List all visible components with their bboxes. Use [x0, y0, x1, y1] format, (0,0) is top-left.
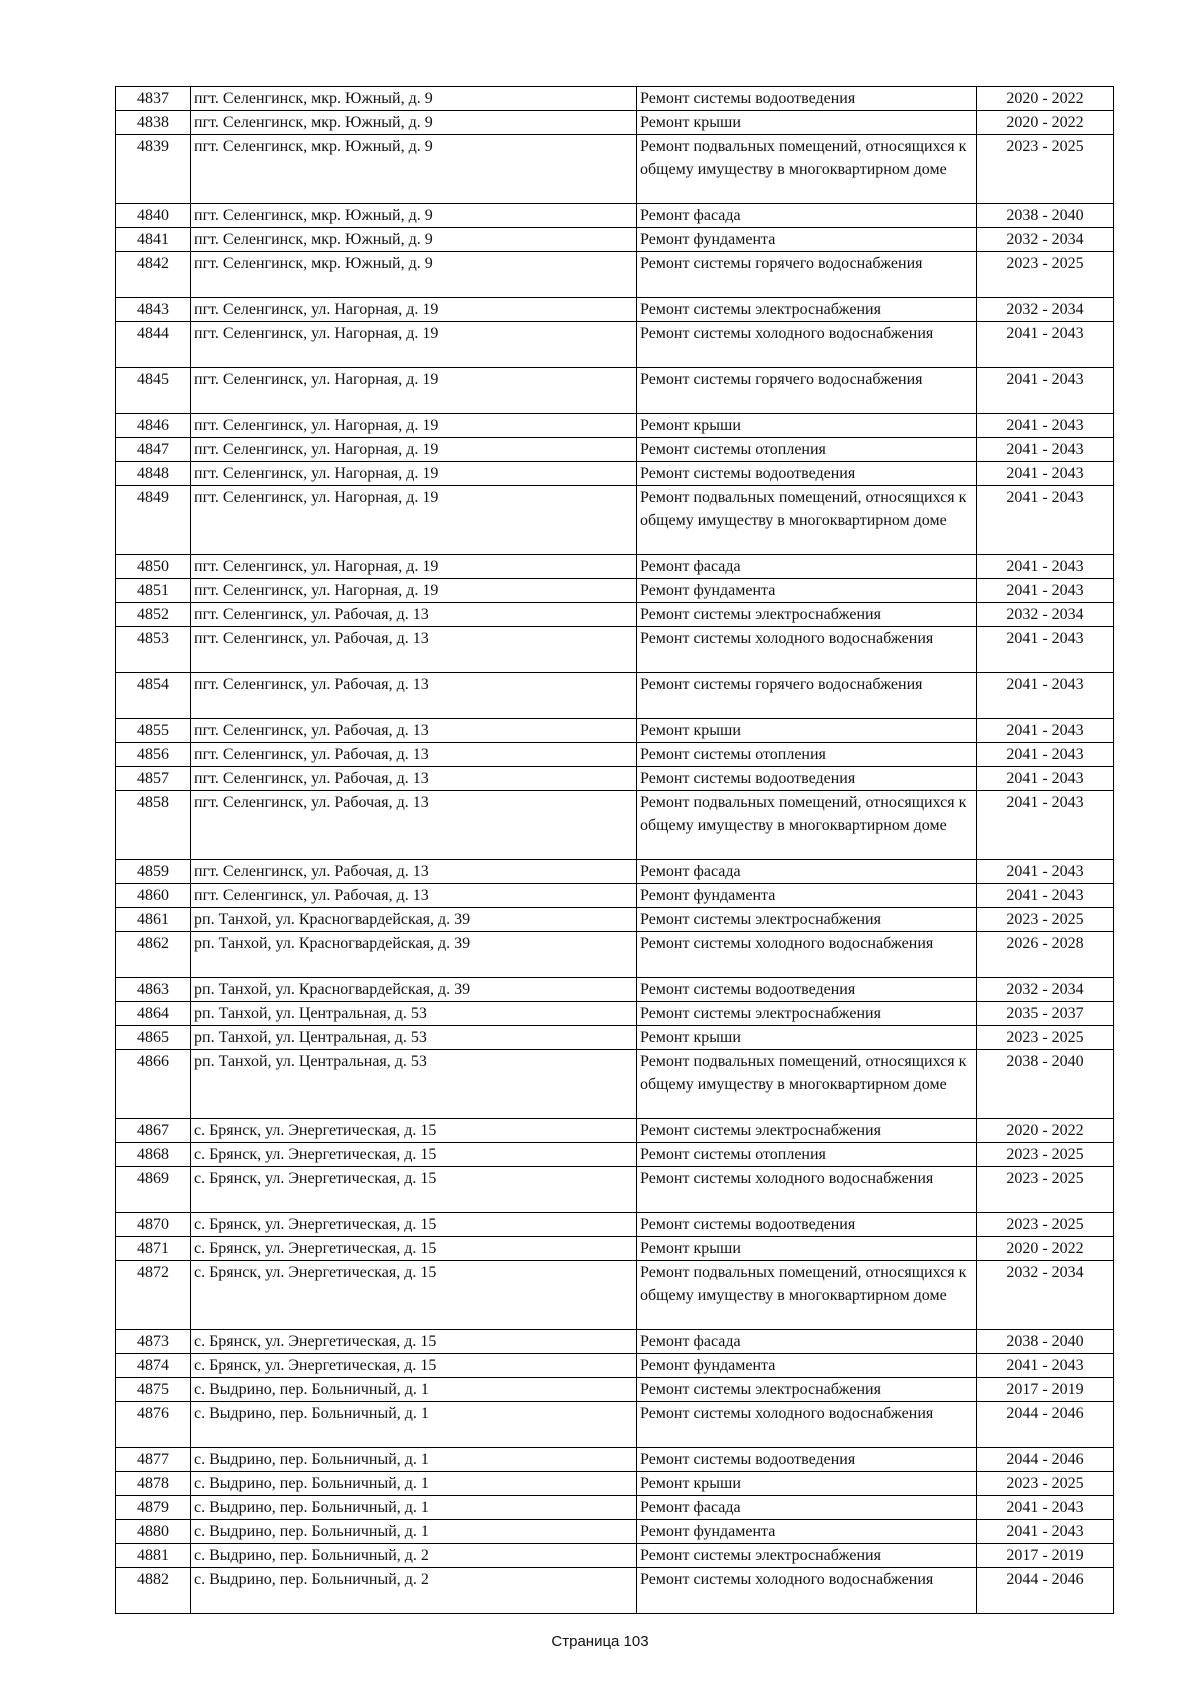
work-type-cell: Ремонт системы горячего водоснабжения	[637, 368, 977, 414]
address-cell: пгт. Селенгинск, ул. Рабочая, д. 13	[191, 627, 637, 673]
years-cell: 2041 - 2043	[977, 486, 1114, 555]
table-row	[116, 860, 1114, 884]
table-row	[116, 1330, 1114, 1354]
years-cell: 2032 - 2034	[977, 298, 1114, 322]
years-cell: 2041 - 2043	[977, 1520, 1114, 1544]
address-cell: пгт. Селенгинск, мкр. Южный, д. 9	[191, 135, 637, 204]
table-row	[116, 1237, 1114, 1261]
work-type-cell: Ремонт системы горячего водоснабжения	[637, 252, 977, 298]
row-number-cell: 4873	[116, 1330, 191, 1354]
years-cell: 2041 - 2043	[977, 767, 1114, 791]
years-cell: 2041 - 2043	[977, 414, 1114, 438]
row-number-cell: 4841	[116, 228, 191, 252]
work-type-cell: Ремонт подвальных помещений, относящихся к общему имуществу в многоквартирном доме	[637, 791, 977, 860]
years-cell: 2023 - 2025	[977, 252, 1114, 298]
table-row	[116, 1568, 1114, 1614]
row-number-cell: 4839	[116, 135, 191, 204]
address-cell: с. Выдрино, пер. Больничный, д. 1	[191, 1496, 637, 1520]
address-cell: рп. Танхой, ул. Красногвардейская, д. 39	[191, 908, 637, 932]
work-type-cell: Ремонт фасада	[637, 860, 977, 884]
work-type-cell: Ремонт системы водоотведения	[637, 1448, 977, 1472]
address-cell: с. Выдрино, пер. Больничный, д. 1	[191, 1448, 637, 1472]
table-row	[116, 368, 1114, 414]
row-number-cell: 4871	[116, 1237, 191, 1261]
years-cell: 2041 - 2043	[977, 462, 1114, 486]
years-cell: 2041 - 2043	[977, 627, 1114, 673]
work-type-cell: Ремонт фасада	[637, 555, 977, 579]
years-cell: 2041 - 2043	[977, 719, 1114, 743]
table-row	[116, 673, 1114, 719]
row-number-cell: 4875	[116, 1378, 191, 1402]
row-number-cell: 4881	[116, 1544, 191, 1568]
address-cell: пгт. Селенгинск, ул. Нагорная, д. 19	[191, 438, 637, 462]
table-row	[116, 627, 1114, 673]
years-cell: 2041 - 2043	[977, 673, 1114, 719]
row-number-cell: 4872	[116, 1261, 191, 1330]
years-cell: 2023 - 2025	[977, 135, 1114, 204]
years-cell: 2032 - 2034	[977, 228, 1114, 252]
years-cell: 2023 - 2025	[977, 1167, 1114, 1213]
work-type-cell: Ремонт системы электроснабжения	[637, 908, 977, 932]
work-type-cell: Ремонт системы водоотведения	[637, 462, 977, 486]
years-cell: 2041 - 2043	[977, 743, 1114, 767]
address-cell: пгт. Селенгинск, ул. Нагорная, д. 19	[191, 322, 637, 368]
address-cell: с. Брянск, ул. Энергетическая, д. 15	[191, 1330, 637, 1354]
table-row	[116, 603, 1114, 627]
row-number-cell: 4846	[116, 414, 191, 438]
table-row	[116, 298, 1114, 322]
table-row	[116, 486, 1114, 555]
years-cell: 2020 - 2022	[977, 1119, 1114, 1143]
repair-schedule-table-container	[115, 86, 1113, 1614]
row-number-cell: 4860	[116, 884, 191, 908]
years-cell: 2041 - 2043	[977, 579, 1114, 603]
years-cell: 2038 - 2040	[977, 1330, 1114, 1354]
address-cell: пгт. Селенгинск, ул. Рабочая, д. 13	[191, 603, 637, 627]
address-cell: с. Брянск, ул. Энергетическая, д. 15	[191, 1261, 637, 1330]
row-number-cell: 4864	[116, 1002, 191, 1026]
row-number-cell: 4859	[116, 860, 191, 884]
address-cell: с. Выдрино, пер. Больничный, д. 1	[191, 1520, 637, 1544]
work-type-cell: Ремонт системы отопления	[637, 743, 977, 767]
row-number-cell: 4858	[116, 791, 191, 860]
work-type-cell: Ремонт фундамента	[637, 884, 977, 908]
row-number-cell: 4861	[116, 908, 191, 932]
address-cell: пгт. Селенгинск, ул. Рабочая, д. 13	[191, 767, 637, 791]
table-row	[116, 228, 1114, 252]
address-cell: с. Брянск, ул. Энергетическая, д. 15	[191, 1237, 637, 1261]
work-type-cell: Ремонт крыши	[637, 1237, 977, 1261]
table-row	[116, 1520, 1114, 1544]
table-row	[116, 322, 1114, 368]
years-cell: 2041 - 2043	[977, 1496, 1114, 1520]
table-row	[116, 1496, 1114, 1520]
work-type-cell: Ремонт системы холодного водоснабжения	[637, 1402, 977, 1448]
address-cell: пгт. Селенгинск, ул. Рабочая, д. 13	[191, 791, 637, 860]
work-type-cell: Ремонт фундамента	[637, 1354, 977, 1378]
years-cell: 2041 - 2043	[977, 1354, 1114, 1378]
table-row	[116, 908, 1114, 932]
table-row	[116, 1472, 1114, 1496]
years-cell: 2032 - 2034	[977, 978, 1114, 1002]
work-type-cell: Ремонт фасада	[637, 204, 977, 228]
table-row	[116, 719, 1114, 743]
table-row	[116, 462, 1114, 486]
work-type-cell: Ремонт системы электроснабжения	[637, 1119, 977, 1143]
table-row	[116, 1002, 1114, 1026]
years-cell: 2023 - 2025	[977, 1213, 1114, 1237]
address-cell: с. Выдрино, пер. Больничный, д. 1	[191, 1378, 637, 1402]
work-type-cell: Ремонт системы электроснабжения	[637, 1544, 977, 1568]
work-type-cell: Ремонт системы водоотведения	[637, 87, 977, 111]
address-cell: рп. Танхой, ул. Красногвардейская, д. 39	[191, 932, 637, 978]
row-number-cell: 4856	[116, 743, 191, 767]
table-row	[116, 884, 1114, 908]
row-number-cell: 4854	[116, 673, 191, 719]
years-cell: 2041 - 2043	[977, 322, 1114, 368]
years-cell: 2023 - 2025	[977, 1472, 1114, 1496]
years-cell: 2020 - 2022	[977, 111, 1114, 135]
row-number-cell: 4852	[116, 603, 191, 627]
row-number-cell: 4857	[116, 767, 191, 791]
years-cell: 2041 - 2043	[977, 884, 1114, 908]
address-cell: с. Брянск, ул. Энергетическая, д. 15	[191, 1213, 637, 1237]
address-cell: пгт. Селенгинск, ул. Нагорная, д. 19	[191, 298, 637, 322]
years-cell: 2041 - 2043	[977, 438, 1114, 462]
table-row	[116, 414, 1114, 438]
row-number-cell: 4868	[116, 1143, 191, 1167]
work-type-cell: Ремонт системы холодного водоснабжения	[637, 322, 977, 368]
work-type-cell: Ремонт фундамента	[637, 228, 977, 252]
work-type-cell: Ремонт системы холодного водоснабжения	[637, 627, 977, 673]
years-cell: 2023 - 2025	[977, 1026, 1114, 1050]
row-number-cell: 4844	[116, 322, 191, 368]
work-type-cell: Ремонт системы холодного водоснабжения	[637, 1167, 977, 1213]
address-cell: пгт. Селенгинск, ул. Нагорная, д. 19	[191, 486, 637, 555]
page-number: Страница 103	[551, 1633, 649, 1650]
work-type-cell: Ремонт подвальных помещений, относящихся к общему имуществу в многоквартирном доме	[637, 486, 977, 555]
table-row	[116, 1050, 1114, 1119]
row-number-cell: 4863	[116, 978, 191, 1002]
years-cell: 2038 - 2040	[977, 1050, 1114, 1119]
row-number-cell: 4848	[116, 462, 191, 486]
table-row	[116, 1544, 1114, 1568]
table-row	[116, 743, 1114, 767]
table-row	[116, 1378, 1114, 1402]
years-cell: 2023 - 2025	[977, 1143, 1114, 1167]
years-cell: 2026 - 2028	[977, 932, 1114, 978]
row-number-cell: 4837	[116, 87, 191, 111]
row-number-cell: 4838	[116, 111, 191, 135]
work-type-cell: Ремонт крыши	[637, 111, 977, 135]
row-number-cell: 4878	[116, 1472, 191, 1496]
table-row	[116, 252, 1114, 298]
address-cell: рп. Танхой, ул. Центральная, д. 53	[191, 1026, 637, 1050]
years-cell: 2041 - 2043	[977, 368, 1114, 414]
work-type-cell: Ремонт крыши	[637, 1026, 977, 1050]
row-number-cell: 4847	[116, 438, 191, 462]
years-cell: 2020 - 2022	[977, 87, 1114, 111]
row-number-cell: 4867	[116, 1119, 191, 1143]
address-cell: пгт. Селенгинск, мкр. Южный, д. 9	[191, 87, 637, 111]
years-cell: 2041 - 2043	[977, 791, 1114, 860]
table-row	[116, 932, 1114, 978]
work-type-cell: Ремонт системы водоотведения	[637, 767, 977, 791]
row-number-cell: 4840	[116, 204, 191, 228]
table-row	[116, 1213, 1114, 1237]
row-number-cell: 4866	[116, 1050, 191, 1119]
work-type-cell: Ремонт системы водоотведения	[637, 978, 977, 1002]
row-number-cell: 4843	[116, 298, 191, 322]
work-type-cell: Ремонт крыши	[637, 414, 977, 438]
row-number-cell: 4853	[116, 627, 191, 673]
years-cell: 2044 - 2046	[977, 1448, 1114, 1472]
address-cell: рп. Танхой, ул. Центральная, д. 53	[191, 1002, 637, 1026]
table-row	[116, 1448, 1114, 1472]
years-cell: 2038 - 2040	[977, 204, 1114, 228]
address-cell: с. Брянск, ул. Энергетическая, д. 15	[191, 1354, 637, 1378]
table-row	[116, 1402, 1114, 1448]
work-type-cell: Ремонт системы электроснабжения	[637, 1378, 977, 1402]
row-number-cell: 4850	[116, 555, 191, 579]
address-cell: пгт. Селенгинск, мкр. Южный, д. 9	[191, 111, 637, 135]
row-number-cell: 4870	[116, 1213, 191, 1237]
address-cell: пгт. Селенгинск, ул. Нагорная, д. 19	[191, 462, 637, 486]
work-type-cell: Ремонт фасада	[637, 1330, 977, 1354]
table-row	[116, 1026, 1114, 1050]
work-type-cell: Ремонт подвальных помещений, относящихся к общему имуществу в многоквартирном доме	[637, 1050, 977, 1119]
work-type-cell: Ремонт системы водоотведения	[637, 1213, 977, 1237]
repair-schedule-table	[115, 86, 1114, 1614]
work-type-cell: Ремонт системы холодного водоснабжения	[637, 1568, 977, 1614]
address-cell: пгт. Селенгинск, мкр. Южный, д. 9	[191, 228, 637, 252]
address-cell: пгт. Селенгинск, ул. Нагорная, д. 19	[191, 579, 637, 603]
years-cell: 2017 - 2019	[977, 1544, 1114, 1568]
row-number-cell: 4874	[116, 1354, 191, 1378]
row-number-cell: 4851	[116, 579, 191, 603]
table-row	[116, 978, 1114, 1002]
address-cell: пгт. Селенгинск, ул. Нагорная, д. 19	[191, 368, 637, 414]
years-cell: 2032 - 2034	[977, 603, 1114, 627]
years-cell: 2017 - 2019	[977, 1378, 1114, 1402]
work-type-cell: Ремонт системы электроснабжения	[637, 298, 977, 322]
address-cell: пгт. Селенгинск, ул. Рабочая, д. 13	[191, 743, 637, 767]
years-cell: 2041 - 2043	[977, 555, 1114, 579]
work-type-cell: Ремонт крыши	[637, 1472, 977, 1496]
table-row	[116, 1261, 1114, 1330]
work-type-cell: Ремонт фундамента	[637, 1520, 977, 1544]
address-cell: с. Брянск, ул. Энергетическая, д. 15	[191, 1167, 637, 1213]
address-cell: пгт. Селенгинск, ул. Нагорная, д. 19	[191, 414, 637, 438]
table-row	[116, 438, 1114, 462]
work-type-cell: Ремонт подвальных помещений, относящихся к общему имуществу в многоквартирном доме	[637, 135, 977, 204]
table-row	[116, 1167, 1114, 1213]
row-number-cell: 4842	[116, 252, 191, 298]
row-number-cell: 4880	[116, 1520, 191, 1544]
address-cell: пгт. Селенгинск, ул. Нагорная, д. 19	[191, 555, 637, 579]
address-cell: пгт. Селенгинск, ул. Рабочая, д. 13	[191, 719, 637, 743]
years-cell: 2032 - 2034	[977, 1261, 1114, 1330]
row-number-cell: 4845	[116, 368, 191, 414]
work-type-cell: Ремонт фасада	[637, 1496, 977, 1520]
address-cell: рп. Танхой, ул. Центральная, д. 53	[191, 1050, 637, 1119]
row-number-cell: 4869	[116, 1167, 191, 1213]
work-type-cell: Ремонт крыши	[637, 719, 977, 743]
row-number-cell: 4865	[116, 1026, 191, 1050]
address-cell: рп. Танхой, ул. Красногвардейская, д. 39	[191, 978, 637, 1002]
address-cell: с. Выдрино, пер. Больничный, д. 1	[191, 1402, 637, 1448]
address-cell: пгт. Селенгинск, ул. Рабочая, д. 13	[191, 673, 637, 719]
table-row	[116, 1143, 1114, 1167]
row-number-cell: 4849	[116, 486, 191, 555]
years-cell: 2020 - 2022	[977, 1237, 1114, 1261]
years-cell: 2041 - 2043	[977, 860, 1114, 884]
years-cell: 2044 - 2046	[977, 1402, 1114, 1448]
table-row	[116, 791, 1114, 860]
work-type-cell: Ремонт системы холодного водоснабжения	[637, 932, 977, 978]
address-cell: пгт. Селенгинск, ул. Рабочая, д. 13	[191, 860, 637, 884]
row-number-cell: 4855	[116, 719, 191, 743]
address-cell: пгт. Селенгинск, мкр. Южный, д. 9	[191, 204, 637, 228]
table-row	[116, 767, 1114, 791]
work-type-cell: Ремонт системы отопления	[637, 1143, 977, 1167]
years-cell: 2044 - 2046	[977, 1568, 1114, 1614]
address-cell: с. Выдрино, пер. Больничный, д. 2	[191, 1568, 637, 1614]
table-row	[116, 135, 1114, 204]
address-cell: с. Выдрино, пер. Больничный, д. 1	[191, 1472, 637, 1496]
row-number-cell: 4862	[116, 932, 191, 978]
table-row	[116, 579, 1114, 603]
work-type-cell: Ремонт подвальных помещений, относящихся к общему имуществу в многоквартирном доме	[637, 1261, 977, 1330]
table-row	[116, 1119, 1114, 1143]
work-type-cell: Ремонт системы электроснабжения	[637, 1002, 977, 1026]
table-row	[116, 555, 1114, 579]
work-type-cell: Ремонт системы электроснабжения	[637, 603, 977, 627]
work-type-cell: Ремонт фундамента	[637, 579, 977, 603]
years-cell: 2035 - 2037	[977, 1002, 1114, 1026]
address-cell: с. Брянск, ул. Энергетическая, д. 15	[191, 1119, 637, 1143]
table-row	[116, 1354, 1114, 1378]
address-cell: с. Выдрино, пер. Больничный, д. 2	[191, 1544, 637, 1568]
table-row	[116, 111, 1114, 135]
row-number-cell: 4876	[116, 1402, 191, 1448]
row-number-cell: 4882	[116, 1568, 191, 1614]
work-type-cell: Ремонт системы горячего водоснабжения	[637, 673, 977, 719]
address-cell: с. Брянск, ул. Энергетическая, д. 15	[191, 1143, 637, 1167]
address-cell: пгт. Селенгинск, ул. Рабочая, д. 13	[191, 884, 637, 908]
table-row	[116, 87, 1114, 111]
address-cell: пгт. Селенгинск, мкр. Южный, д. 9	[191, 252, 637, 298]
table-row	[116, 204, 1114, 228]
years-cell: 2023 - 2025	[977, 908, 1114, 932]
row-number-cell: 4877	[116, 1448, 191, 1472]
row-number-cell: 4879	[116, 1496, 191, 1520]
work-type-cell: Ремонт системы отопления	[637, 438, 977, 462]
table-body	[116, 87, 1114, 1614]
